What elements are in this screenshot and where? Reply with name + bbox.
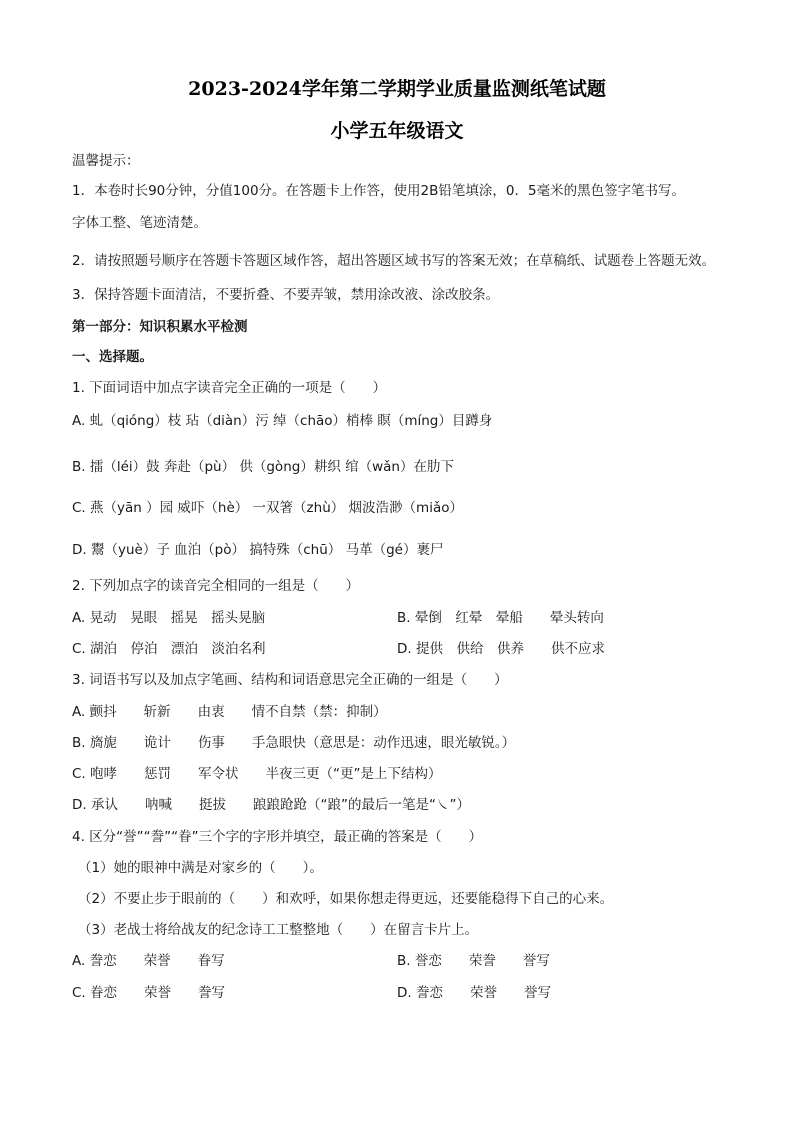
q3-option-c: C. 咆哮 惩罚 军令状 半夜三更（“更”是上下结构） <box>72 766 442 782</box>
note-1: 1．本卷时长90分钟，分值100分。在答题卡上作答，使用2B铅笔填涂，0．5毫米的黑色签字笔书写。 <box>72 183 686 199</box>
q4-stem: 4. 区分“誉”“誊”“眷”三个字的字形并填空，最正确的答案是（ ） <box>72 829 483 845</box>
section-heading: 一、选择题。 <box>72 349 153 365</box>
q3-option-d: D. 承认 呐喊 挺拔 踉踉跄跄（“踉”的最后一笔是“㇏”） <box>72 797 470 813</box>
q2-option-b: B. 晕倒 红晕 晕船 晕头转向 <box>397 610 604 626</box>
q4-sentence-3: （3）老战士将给战友的纪念诗工工整整地（ ）在留言卡片上。 <box>78 922 479 938</box>
q1-option-d: D. 鬻（yuè）子 血泊（pò） 搞特殊（chū） 马革（gé）裹尸 <box>72 542 444 558</box>
note-3: 3．保持答题卡面清洁，不要折叠、不要弄皱，禁用涂改液、涂改胶条。 <box>72 287 500 303</box>
q1-option-c: C. 燕（yān ）园 威吓（hè） 一双箸（zhù） 烟波浩渺（miǎo） <box>72 500 463 516</box>
q1-option-a: A. 虬（qióng）枝 玷（diàn）污 绰（chāo）梢棒 瞑（míng）目蹲身 <box>72 413 493 429</box>
q4-option-b: B. 誉恋 荣誊 誉写 <box>397 953 550 969</box>
q4-option-a: A. 誊恋 荣誉 眷写 <box>72 953 225 969</box>
q2-option-c: C. 湖泊 停泊 漂泊 淡泊名利 <box>72 641 266 657</box>
exam-title: 2023-2024学年第二学期学业质量监测纸笔试题 <box>188 78 606 100</box>
q1-option-b: B. 擂（léi）鼓 奔赴（pù） 供（gòng）耕织 绾（wǎn）在肋下 <box>72 459 454 475</box>
q2-option-d: D. 提供 供给 供养 供不应求 <box>397 641 605 657</box>
note-1-continued: 字体工整、笔迹清楚。 <box>72 215 207 231</box>
q2-stem: 2. 下列加点字的读音完全相同的一组是（ ） <box>72 578 360 594</box>
notes-heading: 温馨提示： <box>72 153 140 169</box>
q4-sentence-1: （1）她的眼神中满是对家乡的（ ）。 <box>78 860 323 876</box>
q2-option-a: A. 晃动 晃眼 摇晃 摇头晃脑 <box>72 610 266 626</box>
note-2: 2．请按照题号顺序在答题卡答题区域作答，超出答题区域书写的答案无效；在草稿纸、试题卷上答题无效。 <box>72 253 716 269</box>
q3-option-b: B. 旖旎 诡计 伤事 手急眼快（意思是：动作迅速，眼光敏锐。） <box>72 735 516 751</box>
q4-option-d: D. 誊恋 荣誉 誉写 <box>397 985 551 1001</box>
exam-subtitle: 小学五年级语文 <box>330 120 464 142</box>
q4-sentence-2: （2）不要止步于眼前的（ ）和欢呼，如果你想走得更远，还要能稳得下自己的心来。 <box>78 891 614 907</box>
q1-stem: 1. 下面词语中加点字读音完全正确的一项是（ ） <box>72 380 387 396</box>
q3-option-a: A. 颤抖 斩新 由衷 情不自禁（禁：抑制） <box>72 704 387 720</box>
q3-stem: 3. 词语书写以及加点字笔画、结构和词语意思完全正确的一组是（ ） <box>72 672 508 688</box>
part-heading: 第一部分：知识积累水平检测 <box>72 319 248 335</box>
q4-option-c: C. 眷恋 荣誉 誊写 <box>72 985 226 1001</box>
